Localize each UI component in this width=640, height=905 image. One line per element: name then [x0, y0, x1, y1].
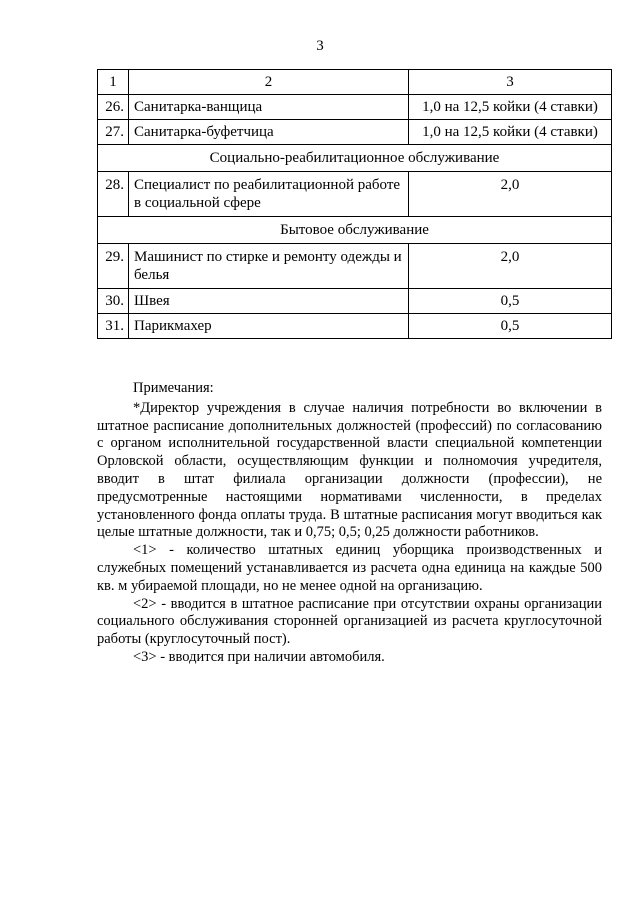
note-2: <2> - вводится в штатное расписание при отсутствии охраны организации социального обслуживания сторонней организацией из расчета круглосуточной работы (круглосуточный пост).	[97, 595, 602, 648]
position-name: Санитарка-буфетчица	[129, 120, 409, 145]
staff-norm: 1,0 на 12,5 койки (4 ставки)	[409, 95, 612, 120]
staffing-table	[97, 69, 612, 339]
row-number: 27.	[98, 120, 129, 145]
position-name: Швея	[129, 289, 409, 314]
header-col-2: 2	[129, 70, 409, 95]
note-3: <3> - вводится при наличии автомобиля.	[133, 648, 385, 665]
staff-norm: 2,0	[409, 172, 612, 217]
table-header-row	[98, 70, 612, 95]
row-number: 29.	[98, 244, 129, 289]
staff-norm: 1,0 на 12,5 койки (4 ставки)	[409, 120, 612, 145]
notes-block	[97, 380, 602, 667]
note-1: <1> - количество штатных единиц уборщика производственных и служебных помещений устанавливается из расчета одна единица на каждые 500 кв. м убираемой площади, но не менее одной на организацию.	[97, 542, 602, 594]
note-director: *Директор учреждения в случае наличия потребности во включении в штатное расписание дополнительных должностей (профессий) по согласованию с органом исполнительной государственной власти специальной компетенции Орловской области, осуществляющим функции и полномочия учредителя, вводит в штат филиала организации должности (профессии), не предусмотренные настоящими нормативами численности, в пределах установленного фонда оплаты труда. В штатные расписания могут вводиться как целые штатные должности, так и 0,75; 0,5; 0,25 должности работников.	[97, 399, 602, 541]
staff-norm: 0,5	[409, 314, 612, 339]
table-row	[98, 244, 612, 289]
header-col-1: 1	[98, 70, 129, 95]
staff-norm: 2,0	[409, 244, 612, 289]
table-row	[98, 289, 612, 314]
table-row	[98, 95, 612, 120]
row-number: 30.	[98, 289, 129, 314]
section-title: Бытовое обслуживание	[98, 217, 612, 244]
header-col-3: 3	[409, 70, 612, 95]
table-row	[98, 172, 612, 217]
row-number: 26.	[98, 95, 129, 120]
table-row	[98, 120, 612, 145]
section-row	[98, 145, 612, 172]
section-title: Социально-реабилитационное обслуживание	[98, 145, 612, 172]
position-name: Парикмахер	[129, 314, 409, 339]
position-name: Специалист по реабилитационной работе в социальной сфере	[129, 172, 409, 217]
staff-norm: 0,5	[409, 289, 612, 314]
notes-title: Примечания:	[133, 380, 214, 396]
table-row	[98, 314, 612, 339]
page-number: 3	[316, 38, 324, 54]
section-row	[98, 217, 612, 244]
position-name: Санитарка-ванщица	[129, 95, 409, 120]
row-number: 28.	[98, 172, 129, 217]
position-name: Машинист по стирке и ремонту одежды и белья	[129, 244, 409, 289]
row-number: 31.	[98, 314, 129, 339]
